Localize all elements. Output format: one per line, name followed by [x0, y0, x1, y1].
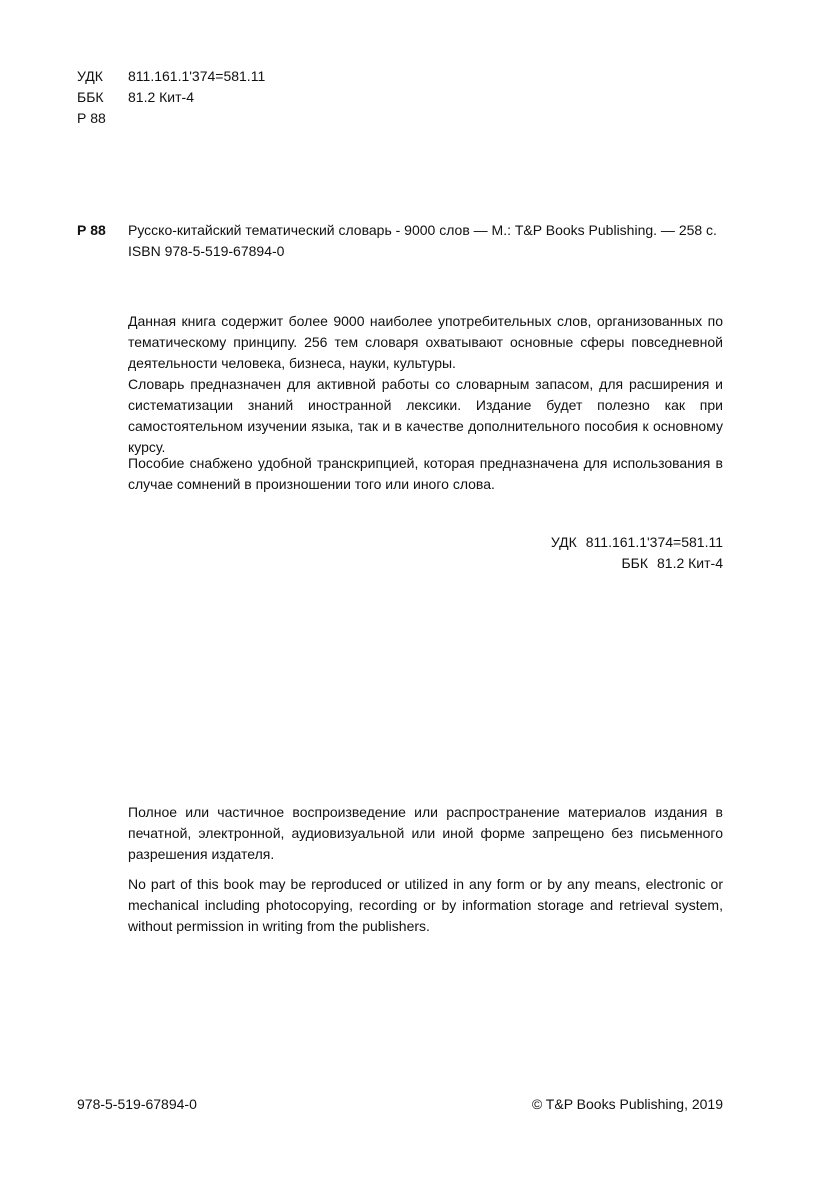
footer-isbn: 978-5-519-67894-0 — [77, 1096, 197, 1112]
catalog-code: Р 88 — [77, 222, 106, 238]
classification-top-block — [77, 66, 265, 129]
udk-value: 811.161.1'374=581.11 — [128, 68, 266, 84]
bbk-row — [77, 87, 265, 108]
bbk-right-label: ББК — [621, 555, 649, 571]
classification-right-block — [551, 532, 723, 574]
udk-right-row — [551, 532, 723, 553]
footer-copyright: © T&P Books Publishing, 2019 — [531, 1096, 723, 1112]
udk-right-label: УДК — [550, 534, 577, 550]
author-sign-row — [77, 108, 265, 129]
bbk-right-row — [551, 553, 723, 574]
copyright-notice-ru: Полное или частичное воспроизведение или распространение материалов издания в печатной, электронной, аудиовизуальной или иной форме запрещено без письменного разрешения издателя. — [128, 804, 723, 862]
annotation-paragraph-1: Данная книга содержит более 9000 наиболее употребительных слов, организованных по тематическому принципу. 256 тем словаря охватывают основные сферы повседневной деятельности человека, бизнеса, науки, культуры. — [128, 313, 723, 371]
bbk-label: ББК — [77, 89, 104, 105]
copyright-notice-en: No part of this book may be reproduced or utilized in any form or by any means, electronic or mechanical including photocopying, recording or by information storage and retrieval system, without permission in writing from the publishers. — [128, 876, 723, 934]
catalog-description: Русско-китайский тематический словарь - 9000 слов — М.: T&P Books Publishing. — 258 с. — [128, 222, 717, 238]
udk-row — [77, 66, 265, 87]
bbk-right-value: 81.2 Кит-4 — [657, 555, 723, 571]
annotation-paragraph-3: Пособие снабжено удобной транскрипцией, которая предназначена для использования в случае сомнений в произношении того или иного слова. — [128, 455, 723, 492]
catalog-entry-body — [128, 220, 728, 262]
udk-label: УДК — [77, 68, 103, 84]
udk-right-value: 811.161.1'374=581.11 — [585, 534, 723, 550]
author-sign-label: Р 88 — [77, 110, 106, 126]
annotation-paragraph-2: Словарь предназначен для активной работы со словарным запасом, для расширения и систематизации знаний иностранной лексики. Издание будет полезно как при самостоятельном изучении языка, так и в качестве дополнительного пособия к основному курсу. — [128, 376, 723, 455]
isbn-line: ISBN 978-5-519-67894-0 — [128, 243, 285, 259]
catalog-entry — [77, 220, 728, 262]
bbk-value: 81.2 Кит-4 — [128, 89, 194, 105]
